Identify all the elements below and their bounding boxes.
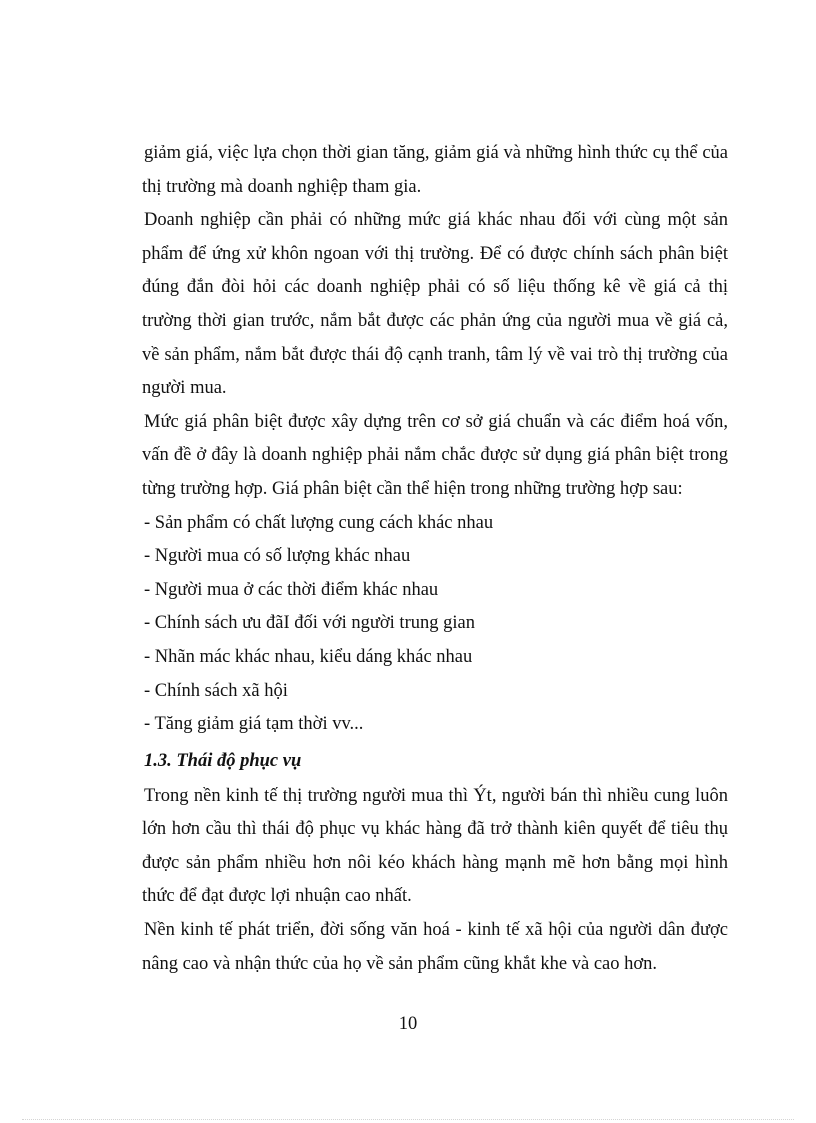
paragraph-service-attitude: Trong nền kinh tế thị trường người mua thì Ýt, người bán thì nhiều cung luôn lớn hơn cầu thì thái độ phục vụ khác hàng đã trở thành kiên quyết để tiêu thụ được sản phẩm nhiều hơn nôi kéo khách hàng mạnh mẽ hơn bằng mọi hình thức để đạt được lợi nhuận cao nhất. [142, 785, 728, 907]
case-list [142, 507, 728, 742]
section-heading: 1.3. Thái độ phục vụ [144, 750, 302, 771]
paragraph-price-differentiation: Doanh nghiệp cần phải có những mức giá khác nhau đối với cùng một sản phẩm để ứng xử khôn ngoan với thị trường. Để có được chính sách phân biệt đúng đắn đòi hỏi các doanh nghiệp phải có số liệu thống kê về giá cả thị trường thời gian trước, nắm bắt được các phản ứng của người mua về giá cả, về sản phẩm, nắm bắt được thái độ cạnh tranh, tâm lý về vai trò thị trường của người mua. [142, 210, 728, 399]
list-item: - Người mua có số lượng khác nhau [144, 546, 411, 567]
list-item: - Chính sách xã hội [144, 680, 288, 701]
paragraph-economic-development: Nền kinh tế phát triển, đời sống văn hoá - kinh tế xã hội của người dân được nâng cao và nhận thức của họ về sản phẩm cũng khắt khe và cao hơn. [142, 920, 728, 974]
page-number: 10 [398, 1014, 418, 1034]
list-item: - Sản phẩm có chất lượng cung cách khác nhau [144, 512, 494, 533]
paragraph-differentiated-price-basis: Mức giá phân biệt được xây dựng trên cơ sở giá chuẩn và các điểm hoá vốn, vấn đề ở đây là doanh nghiệp phải nắm chắc được sử dụng giá phân biệt trong từng trường hợp. Giá phân biệt cần thể hiện trong những trường hợp sau: [142, 411, 728, 499]
list-item: - Nhãn mác khác nhau, kiểu dáng khác nhau [144, 646, 473, 667]
list-item: - Người mua ở các thời điểm khác nhau [144, 579, 439, 600]
page-content [142, 137, 728, 981]
page-bottom-divider [22, 1119, 794, 1120]
list-item: - Tăng giảm giá tạm thời vv... [144, 714, 364, 735]
list-item: - Chính sách ưu đãI đối với người trung gian [144, 613, 475, 634]
paragraph-continuation: giảm giá, việc lựa chọn thời gian tăng, giảm giá và những hình thức cụ thể của thị trường mà doanh nghiệp tham gia. [142, 143, 728, 197]
